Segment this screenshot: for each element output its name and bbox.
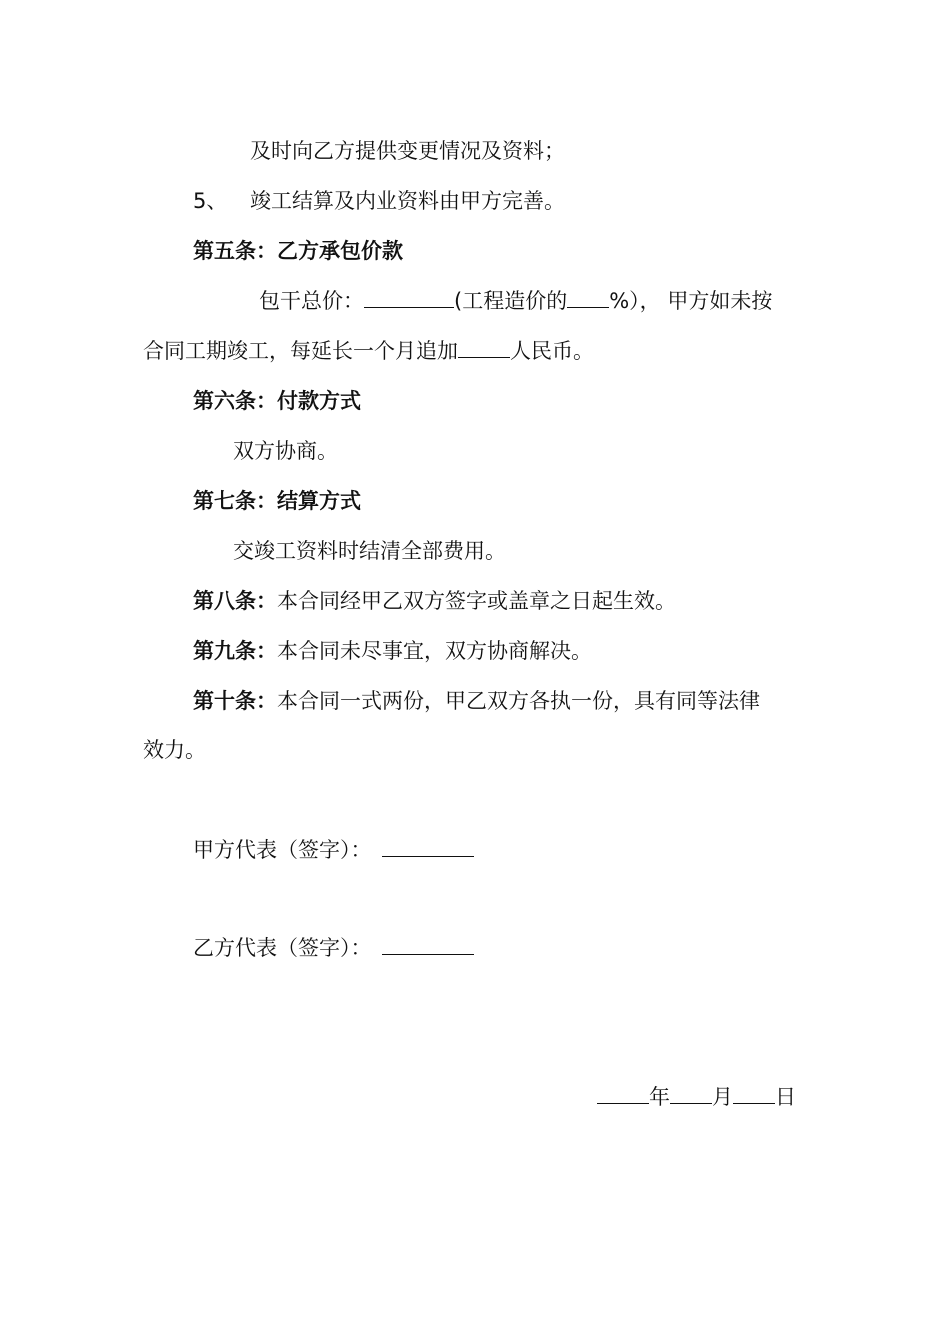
article-8-text: 本合同经甲乙双方签字或盖章之日起生效。	[277, 589, 676, 613]
item-5-body	[250, 186, 565, 216]
article-10-text-end: 效力。	[143, 738, 206, 762]
article-10-label: 第十条：	[193, 689, 277, 713]
article-8	[193, 586, 676, 616]
article-10	[193, 686, 760, 716]
article-9-label: 第九条：	[193, 639, 277, 663]
article-8-label: 第八条：	[193, 589, 277, 613]
year-blank[interactable]	[597, 1083, 649, 1104]
article-5-title: 第五条：乙方承包价款	[193, 239, 403, 263]
article-7-heading	[193, 486, 361, 516]
article-6-heading	[193, 386, 361, 416]
article-9	[193, 636, 592, 666]
lump-sum-blank[interactable]	[364, 287, 454, 308]
article-7-text: 交竣工资料时结清全部费用。	[233, 539, 506, 563]
article-6-text: 双方协商。	[233, 439, 338, 463]
percent-blank[interactable]	[567, 287, 609, 308]
month-label: 月	[712, 1085, 733, 1109]
delay-clause-text: %）， 甲方如未按	[609, 289, 773, 313]
day-blank[interactable]	[733, 1083, 775, 1104]
delay-penalty-text: 合同工期竣工，每延长一个月追加	[143, 339, 458, 363]
party-a-sign-blank[interactable]	[382, 836, 474, 857]
article-6-body	[233, 436, 338, 466]
party-b-sign-label: 乙方代表（签字）：	[193, 936, 372, 960]
article-5-paragraph-line-1	[259, 286, 772, 316]
article-10-text: 本合同一式两份，甲乙双方各执一份，具有同等法律	[277, 689, 760, 713]
signing-date	[597, 1082, 796, 1112]
party-b-sign-blank[interactable]	[382, 934, 474, 955]
item-5	[193, 186, 227, 216]
article-9-text: 本合同未尽事宜，双方协商解决。	[277, 639, 592, 663]
article-7-title: 第七条：结算方式	[193, 489, 361, 513]
article-5-heading	[193, 236, 403, 266]
item-5-number: 5、	[193, 189, 228, 213]
item-4-continuation	[250, 136, 565, 166]
currency-text: 人民币。	[510, 339, 594, 363]
penalty-amount-blank[interactable]	[458, 337, 510, 358]
lump-sum-label: 包干总价：	[259, 289, 364, 313]
item-5-text: 竣工结算及内业资料由甲方完善。	[250, 189, 565, 213]
article-6-title: 第六条：付款方式	[193, 389, 361, 413]
day-label: 日	[775, 1085, 796, 1109]
party-b-signature	[193, 933, 474, 963]
cost-percent-label: (工程造价的	[454, 289, 568, 313]
year-label: 年	[649, 1085, 670, 1109]
item-4-text: 及时向乙方提供变更情况及资料；	[250, 139, 565, 163]
article-7-body	[233, 536, 506, 566]
article-10-continuation	[143, 735, 206, 765]
article-5-paragraph-line-2	[143, 336, 594, 366]
month-blank[interactable]	[670, 1083, 712, 1104]
party-a-signature	[193, 835, 474, 865]
party-a-sign-label: 甲方代表（签字）：	[193, 838, 372, 862]
